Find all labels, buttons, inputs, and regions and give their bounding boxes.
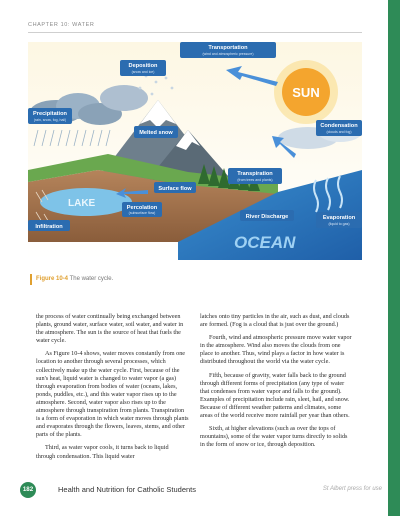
infiltration-label-box	[28, 220, 70, 231]
deposition-label: Deposition	[128, 63, 158, 69]
percolation-label-box	[122, 202, 162, 217]
deposition-sublabel: (snow and ice)	[131, 70, 155, 74]
caption-text: The water cycle.	[68, 276, 114, 282]
water-cycle-diagram	[28, 42, 362, 260]
transportation-sublabel: (wind and atmospheric pressure)	[202, 52, 254, 56]
condensation-label: Condensation	[320, 123, 358, 129]
condensation-label-box	[316, 120, 362, 136]
transportation-label-box	[180, 42, 276, 58]
header-rule	[28, 32, 362, 33]
precipitation-label-box	[28, 108, 72, 124]
publisher-note: St Albert press for use	[322, 486, 382, 492]
percolation-sublabel: (subsurface flow)	[128, 211, 156, 215]
paragraph: Sixth, at higher elevations (such as over the tops of mountains), some of the water vapor turns directly to solids in the form of snow or ice, through deposition.	[200, 425, 348, 449]
melted-snow-label: Melted snow	[139, 130, 173, 136]
figure-number: Figure 10-4	[36, 276, 69, 282]
transpiration-sublabel: (from trees and plants)	[237, 178, 273, 182]
surface-flow-label-box	[154, 182, 196, 193]
chapter-header: CHAPTER 10: WATER	[28, 22, 95, 28]
paragraph: latches onto tiny particles in the air, such as dust, and clouds are formed. (Fog is a cloud that is just over the ground.)	[200, 313, 350, 329]
page-edge-strip	[388, 0, 400, 516]
evaporation-label: Evaporation	[322, 215, 356, 221]
transpiration-label: Transpiration	[237, 171, 273, 177]
figure-caption	[36, 276, 113, 282]
caption-marker	[30, 274, 32, 285]
paragraph: Fourth, wind and atmospheric pressure move water vapor in the atmosphere. Wind also moves the clouds from one place to another. Thus, wind plays a factor in how water is distributed throughout the world via the water cycle.	[200, 334, 352, 366]
precipitation-label: Precipitation	[33, 111, 67, 117]
paragraph: Fifth, because of gravity, water falls back to the ground through different forms of precipitation (any type of water that condenses from water vapor and falls to the ground). Examples of precipitation include rain, sleet, hail, and snow. Because of different weather patterns and climates, some areas of the world receive more rainfall per year than others.	[200, 371, 350, 420]
evaporation-sublabel: (liquid to gas)	[328, 222, 350, 226]
body-column-right	[200, 313, 353, 454]
condensation-sublabel: (clouds and fog)	[326, 130, 352, 134]
transportation-label: Transportation	[208, 45, 248, 51]
page-number: 182	[20, 482, 36, 498]
body-column-left	[36, 313, 189, 466]
sun-label: SUN	[292, 85, 320, 100]
infiltration-label: Infiltration	[35, 224, 63, 230]
surface-flow-label: Surface flow	[158, 186, 192, 192]
book-title: Health and Nutrition for Catholic Students	[58, 485, 196, 494]
deposition-label-box	[120, 60, 166, 76]
transpiration-label-box	[228, 168, 282, 184]
paragraph: Third, as water vapor cools, it turns back to liquid through condensation. This liquid water	[36, 444, 169, 460]
paragraph: the process of water continually being exchanged between plants, ground water, surface water, soil water, and water in the atmosphere. The sun is the source of heat that fuels the water cycle.	[36, 313, 184, 345]
melted-snow-label-box	[134, 126, 178, 138]
river-discharge-label: River Discharge	[245, 214, 289, 220]
river-discharge-label-box	[240, 210, 294, 221]
ocean-label: OCEAN	[234, 233, 296, 252]
paragraph: As Figure 10-4 shows, water moves constantly from one location to another through several processes, which collectively make up the water cycle. First, because of the sun's heat, liquid water is changed to water vapor (a gas) through evaporation from bodies of water (oceans, lakes, ponds, puddles, etc.), and this water vapor rises up to the atmosphere. Second, water vapor also rises up to the atmosphere through transpiration from plants. Transpiration is a form of evaporation in which water moves through plants and evaporates through the flowers, leaves, stems, and other parts of the plants.	[36, 350, 189, 439]
precipitation-sublabel: (rain, snow, fog, hail)	[33, 118, 67, 122]
evaporation-label-box	[316, 212, 362, 228]
lake-label: LAKE	[68, 198, 96, 209]
percolation-label: Percolation	[126, 205, 158, 211]
